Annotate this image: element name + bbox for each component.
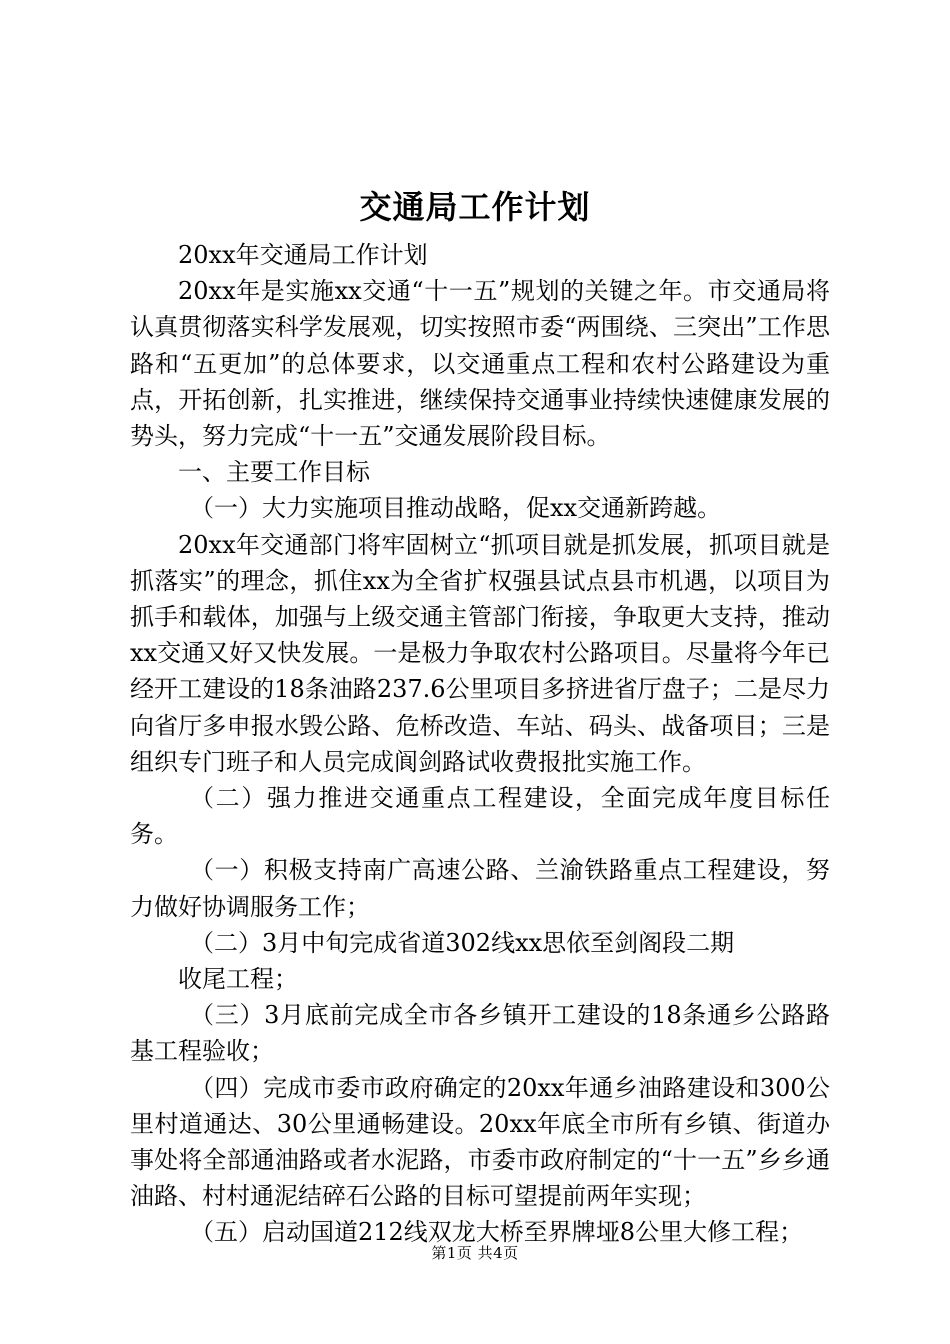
list-item-2: （二）3月中旬完成省道302线xx思依至剑阁段二期 (190, 928, 735, 957)
paragraph-subtitle: 20xx年交通局工作计划 (178, 241, 428, 269)
heading-section-2: （二）强力推进交通重点工程建设，全面完成年度目标任务。 (130, 784, 830, 849)
document-title: 交通局工作计划 (359, 188, 591, 226)
list-item-1: （一）积极支持南广高速公路、兰渝铁路重点工程建设，努力做好协调服务工作； (130, 856, 830, 921)
paragraph-intro: 20xx年是实施xx交通“十一五”规划的关键之年。市交通局将认真贯彻落实科学发展观，切实按照市委“两围绕、三突出”工作思路和“五更加”的总体要求，以交通重点工程和农村公路建设为重点，开拓创新，扎实推进，继续保持交通事业持续快速健康发展的势头，努力完成“十一五”交通发展阶段目标。 (130, 277, 830, 451)
list-item-5: （五）启动国道212线双龙大桥至界牌垭8公里大修工程； (190, 1218, 804, 1247)
heading-main-goals: 一、主要工作目标 (178, 458, 370, 487)
list-item-2-continued: 收尾工程； (178, 965, 298, 994)
page-footer: 第1页 共4页 (431, 1244, 519, 1262)
paragraph-project-strategy: 20xx年交通部门将牢固树立“抓项目就是抓发展，抓项目就是抓落实”的理念，抓住xx为全省扩权强县试点县市机遇，以项目为抓手和载体，加强与上级交通主管部门衔接，争取更大支持，推动xx交通又好又快发展。一是极力争取农村公路项目。尽量将今年已经开工建设的18条油路237.6公里项目多挤进省厅盘子；二是尽力向省厅多申报水毁公路、危桥改造、车站、码头、战备项目；三是组织专门班子和人员完成阆剑路试收费报批实施工作。 (130, 530, 830, 776)
list-item-3: （三）3月底前完成全市各乡镇开工建设的18条通乡公路路基工程验收； (130, 1001, 830, 1066)
heading-section-1: （一）大力实施项目推动战略，促xx交通新跨越。 (190, 494, 722, 523)
document-body (130, 237, 830, 1251)
list-item-4: （四）完成市委市政府确定的20xx年通乡油路建设和300公里村道通达、30公里通畅建设。20xx年底全市所有乡镇、街道办事处将全部通油路或者水泥路，市委市政府制定的“十一五”乡乡通油路、村村通泥结碎石公路的目标可望提前两年实现； (130, 1073, 830, 1211)
